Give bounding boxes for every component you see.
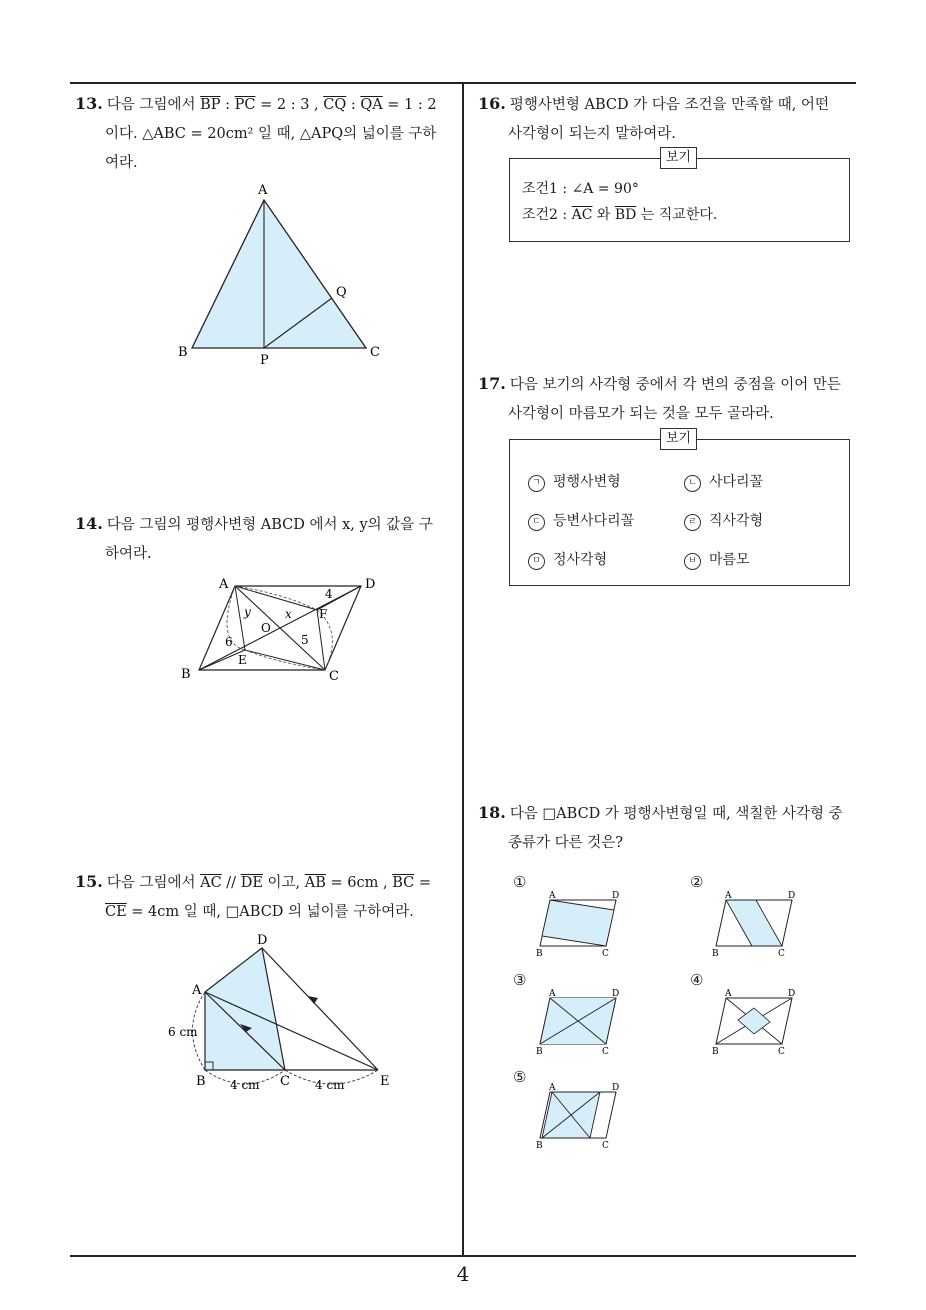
diagonal-bd: [199, 586, 361, 670]
seg-ac: $\overline{AC}$: [571, 207, 593, 223]
q15-number: 15.: [75, 872, 103, 891]
label-d: D: [365, 577, 376, 592]
label-b: B: [536, 949, 543, 958]
label-6: 6: [225, 635, 233, 649]
mark: ㄱ: [528, 475, 545, 492]
ratio: = 2 : 3 ,: [255, 97, 324, 113]
label-e: E: [380, 1074, 390, 1089]
text: 조건2 :: [522, 207, 572, 223]
q14-number: 14.: [75, 514, 103, 533]
seg-qa: $\overline{QA}$: [360, 97, 383, 113]
q18-text: [478, 798, 863, 858]
label-a: A: [725, 989, 732, 999]
label-c: C: [602, 1141, 609, 1150]
bottom-rule: [70, 1255, 856, 1257]
option-4: [684, 511, 763, 531]
option-2: [684, 472, 763, 492]
label: 등변사다리꼴: [553, 513, 635, 529]
choice-4-figure: [708, 986, 808, 1056]
option-3: [528, 511, 634, 531]
label: 정사각형: [553, 552, 608, 568]
label-d: D: [788, 989, 796, 999]
q13-line2: 이다. △ABC = 20cm² 일 때, △APQ의 넓이를 구하: [105, 126, 437, 142]
mark: ㄹ: [684, 514, 701, 531]
sep: :: [220, 97, 235, 113]
label-d: D: [612, 989, 620, 999]
parallel: //: [221, 875, 241, 891]
q15-line2: = 4cm 일 때, □ABCD 의 넓이를 구하여라.: [126, 904, 414, 920]
mark: ㄴ: [684, 475, 701, 492]
label-a: A: [549, 1083, 556, 1093]
label-a: A: [219, 577, 229, 592]
label-o: O: [261, 621, 271, 635]
label-a: A: [192, 983, 202, 998]
text: =: [414, 875, 431, 891]
label-c: C: [602, 1047, 609, 1056]
q15-line1: 다음 그림에서: [106, 875, 201, 891]
option-1: [528, 472, 621, 492]
label-a: A: [549, 891, 556, 901]
choice-3[interactable]: ③: [513, 971, 527, 989]
q13-line3: 여라.: [105, 155, 138, 171]
label-d: D: [257, 933, 268, 948]
mark: ㄷ: [528, 514, 545, 531]
page-number: 4: [456, 1262, 470, 1286]
label-d: D: [612, 1083, 620, 1093]
seg-bd: $\overline{BD}$: [614, 207, 637, 223]
label-p: P: [260, 353, 269, 368]
choice-1[interactable]: ①: [513, 873, 527, 891]
box-tag: 보기: [660, 428, 697, 450]
q14-text: [75, 509, 460, 569]
text: = 6cm ,: [325, 875, 393, 891]
q16-text: [478, 89, 863, 149]
label-c: C: [602, 949, 609, 958]
box-tag: 보기: [660, 147, 697, 169]
label-bc-len: 4 cm: [230, 1078, 260, 1092]
q17-text: [478, 369, 863, 429]
label-f: F: [319, 607, 328, 621]
q15-text: [75, 867, 460, 927]
seg-pc: $\overline{PC}$: [234, 97, 256, 113]
q13-number: 13.: [75, 94, 103, 113]
text: 와: [592, 207, 615, 223]
condition-2: [522, 205, 717, 225]
label-b: B: [712, 1047, 719, 1056]
label-c: C: [280, 1074, 290, 1089]
arrow-de: [308, 996, 318, 1004]
label-y: y: [244, 605, 251, 619]
label-b: B: [181, 667, 191, 682]
label: 사다리꼴: [709, 474, 764, 490]
q16-line2: 사각형이 되는지 말하여라.: [508, 126, 676, 142]
sep: :: [346, 97, 361, 113]
q14-line1: 다음 그림의 평행사변형 ABCD 에서 x, y의 값을 구: [106, 517, 433, 533]
label: 직사각형: [709, 513, 764, 529]
label: 평행사변형: [553, 474, 621, 490]
q17-line2: 사각형이 마름모가 되는 것을 모두 골라라.: [508, 406, 774, 422]
q14-figure: [175, 572, 385, 687]
choice-5[interactable]: ⑤: [513, 1068, 527, 1086]
segment-ec: [245, 650, 325, 670]
q17-number: 17.: [478, 374, 506, 393]
seg-ab: $\overline{AB}$: [304, 875, 326, 891]
choice-2-figure: [708, 888, 808, 958]
q17-options-box: [509, 431, 850, 586]
label-c: C: [329, 669, 339, 684]
text: 는 직교한다.: [636, 207, 718, 223]
seg-ac: $\overline{AC}$: [200, 875, 222, 891]
label-5: 5: [301, 633, 309, 647]
label-a: A: [549, 989, 556, 999]
seg-ce: $\overline{CE}$: [105, 904, 127, 920]
condition-1: 조건1 : ∠A = 90°: [522, 181, 639, 197]
label-a: A: [258, 183, 268, 198]
q15-figure: [160, 930, 400, 1095]
choice-4[interactable]: ④: [690, 971, 704, 989]
label-a: A: [725, 891, 732, 901]
label-q: Q: [336, 285, 347, 300]
column-divider: [462, 82, 464, 1257]
text: 이고,: [262, 875, 305, 891]
q13-text: [75, 89, 460, 178]
q17-line1: 다음 보기의 사각형 중에서 각 변의 중점을 이어 만든: [509, 377, 841, 393]
mark: ㅁ: [528, 553, 545, 570]
label-e: E: [238, 653, 247, 667]
label-b: B: [536, 1141, 543, 1150]
q16-condition-box: [509, 150, 850, 242]
seg-bp: $\overline{BP}$: [200, 97, 221, 113]
triangle-abc: [192, 200, 366, 348]
ratio: = 1 : 2: [382, 97, 437, 113]
seg-bc: $\overline{BC}$: [392, 875, 415, 891]
label-d: D: [788, 891, 796, 901]
q18-line2: 종류가 다른 것은?: [508, 835, 624, 851]
seg-cq: $\overline{CQ}$: [323, 97, 347, 113]
choice-3-figure: [532, 986, 632, 1056]
option-6: [684, 550, 750, 570]
shaded-abcd: [205, 948, 285, 1070]
shaded-region: [726, 900, 782, 946]
label-b: B: [712, 949, 719, 958]
shaded-region: [542, 900, 614, 946]
q13-line1: 다음 그림에서: [106, 97, 201, 113]
choice-2[interactable]: ②: [690, 873, 704, 891]
choice-5-figure: [532, 1080, 632, 1150]
label-c: C: [778, 949, 785, 958]
q16-line1: 평행사변형 ABCD 가 다음 조건을 만족할 때, 어떤: [509, 97, 829, 113]
q18-line1: 다음 □ABCD 가 평행사변형일 때, 색칠한 사각형 중: [509, 806, 843, 822]
q14-line2: 하여라.: [105, 546, 152, 562]
q18-number: 18.: [478, 803, 506, 822]
label-b: B: [536, 1047, 543, 1056]
q13-figure: [170, 180, 400, 370]
label-4: 4: [325, 587, 333, 601]
label-b: B: [196, 1074, 206, 1089]
label-c: C: [370, 345, 380, 360]
mark: ㅂ: [684, 553, 701, 570]
label-d: D: [612, 891, 620, 901]
label-h: 6 cm: [168, 1025, 198, 1039]
choice-1-figure: [532, 888, 632, 958]
q16-number: 16.: [478, 94, 506, 113]
seg-de: $\overline{DE}$: [240, 875, 263, 891]
label: 마름모: [709, 552, 750, 568]
label-ce-len: 4 cm: [315, 1078, 345, 1092]
label-x: x: [285, 607, 292, 621]
option-5: [528, 550, 607, 570]
label-b: B: [178, 345, 188, 360]
label-c: C: [778, 1047, 785, 1056]
